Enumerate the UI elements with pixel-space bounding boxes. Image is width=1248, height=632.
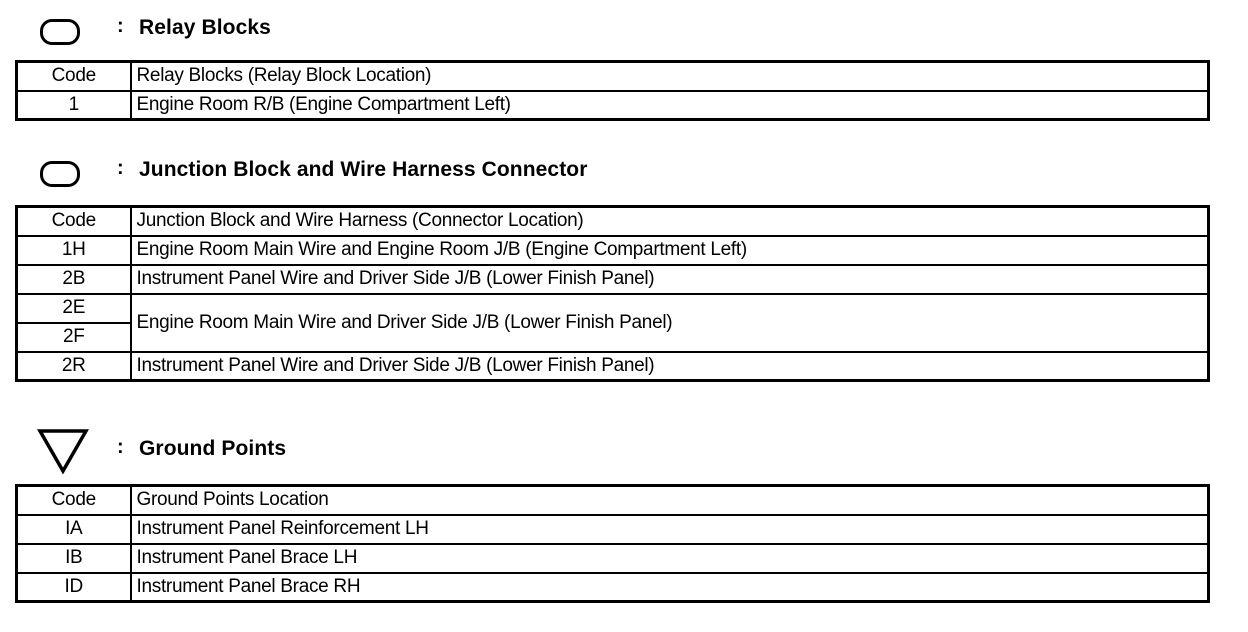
table-row [17, 515, 1209, 544]
desc-cell: Engine Room Main Wire and Driver Side J/B (Lower Finish Panel) [131, 294, 1209, 352]
junction-block-table [15, 205, 1210, 382]
table-row [17, 352, 1209, 381]
table-row [17, 544, 1209, 573]
desc-cell: Engine Room R/B (Engine Compartment Left) [131, 91, 1209, 120]
colon: : [117, 157, 124, 179]
relay-blocks-table [15, 60, 1210, 121]
desc-cell: Instrument Panel Brace LH [131, 544, 1209, 573]
table-row [17, 573, 1209, 602]
triangle-down-icon [37, 428, 89, 474]
code-cell: IA [17, 515, 131, 544]
rounded-rect-icon [40, 161, 80, 187]
table-header-row [17, 207, 1209, 236]
code-header: Code [17, 486, 131, 515]
table-header-row [17, 486, 1209, 515]
ground-points-table [15, 484, 1210, 603]
desc-cell: Engine Room Main Wire and Engine Room J/B (Engine Compartment Left) [131, 236, 1209, 265]
desc-header: Junction Block and Wire Harness (Connector Location) [131, 207, 1209, 236]
code-cell: 2E [17, 294, 131, 323]
code-cell: ID [17, 573, 131, 602]
code-cell: 2B [17, 265, 131, 294]
desc-header: Ground Points Location [131, 486, 1209, 515]
code-cell: 1 [17, 91, 131, 120]
desc-header: Relay Blocks (Relay Block Location) [131, 62, 1209, 91]
colon: : [117, 15, 124, 37]
desc-cell: Instrument Panel Wire and Driver Side J/B (Lower Finish Panel) [131, 352, 1209, 381]
table-header-row [17, 62, 1209, 91]
section-title: Junction Block and Wire Harness Connector [139, 158, 588, 181]
section-title: Relay Blocks [139, 16, 271, 39]
table-row [17, 236, 1209, 265]
code-cell: 2R [17, 352, 131, 381]
code-cell: 2F [17, 323, 131, 352]
table-row [17, 294, 1209, 323]
code-header: Code [17, 62, 131, 91]
desc-cell: Instrument Panel Reinforcement LH [131, 515, 1209, 544]
desc-cell: Instrument Panel Brace RH [131, 573, 1209, 602]
code-cell: IB [17, 544, 131, 573]
table-row [17, 265, 1209, 294]
code-cell: 1H [17, 236, 131, 265]
code-header: Code [17, 207, 131, 236]
table-row [17, 91, 1209, 120]
desc-cell: Instrument Panel Wire and Driver Side J/B (Lower Finish Panel) [131, 265, 1209, 294]
colon: : [117, 436, 124, 458]
section-title: Ground Points [139, 437, 287, 460]
